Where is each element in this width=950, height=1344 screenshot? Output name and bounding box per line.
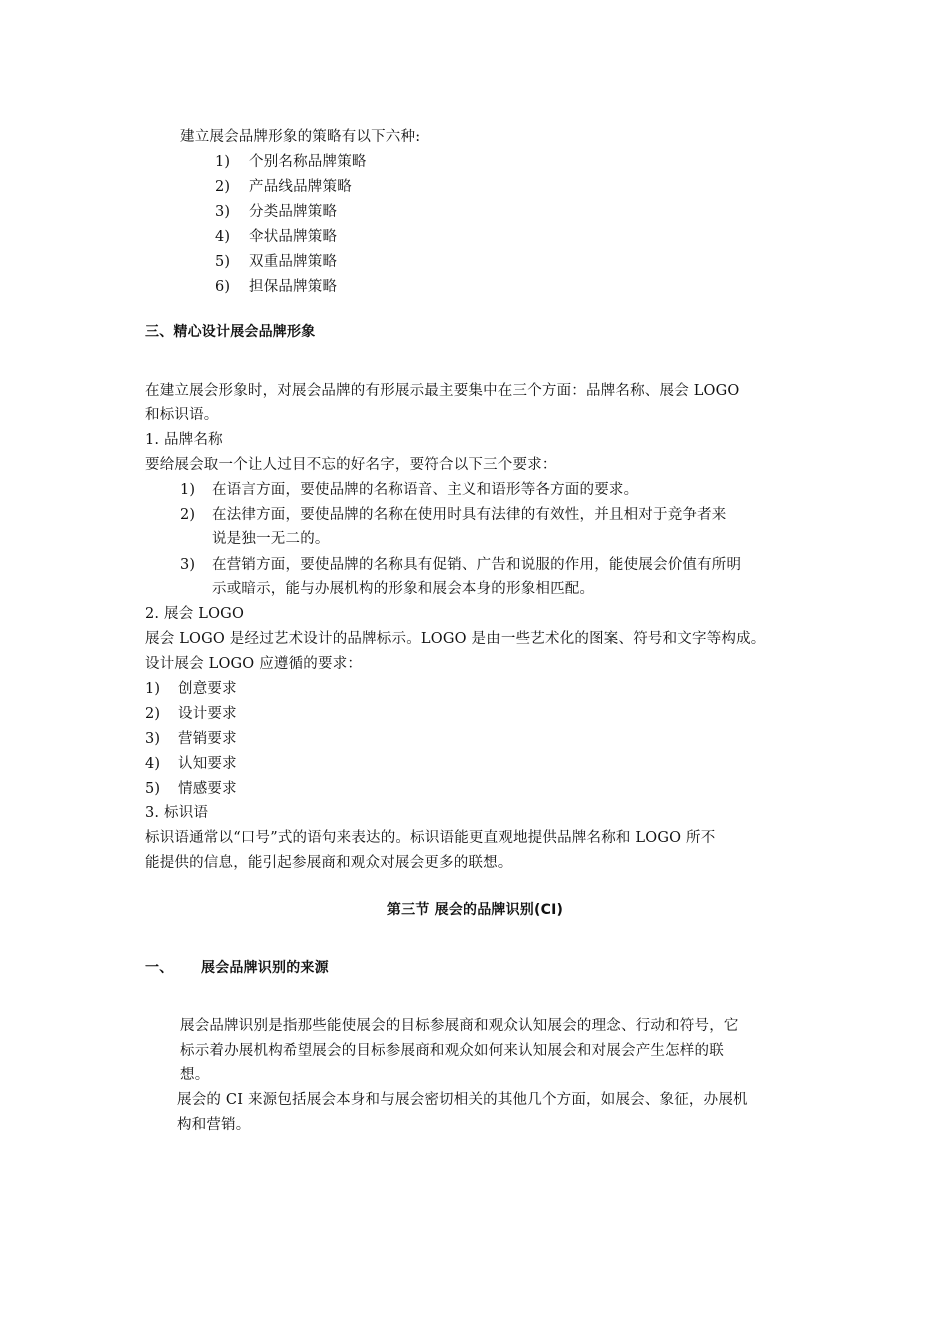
list-text: 情感要求 bbox=[178, 781, 237, 797]
list-item bbox=[215, 177, 352, 197]
list-text: 认知要求 bbox=[178, 756, 237, 772]
list-text: 设计要求 bbox=[178, 706, 237, 722]
list-item bbox=[215, 202, 337, 222]
paragraph-line: 构和营销。 bbox=[177, 1117, 251, 1133]
subsection-title: 1. 品牌名称 bbox=[145, 432, 223, 448]
list-text: 营销要求 bbox=[178, 731, 237, 747]
list-item bbox=[215, 252, 337, 272]
list-text: 创意要求 bbox=[178, 681, 237, 697]
list-number: 1) bbox=[180, 482, 196, 498]
list-number: 5) bbox=[145, 781, 161, 797]
paragraph-line: 和标识语。 bbox=[145, 407, 219, 423]
list-number: 5) bbox=[215, 254, 231, 270]
list-text: 个别名称品牌策略 bbox=[249, 154, 367, 170]
paragraph-line: 想。 bbox=[180, 1067, 210, 1083]
list-item bbox=[145, 779, 237, 799]
list-number: 2) bbox=[145, 706, 161, 722]
chapter-title: 第三节 展会的品牌识别(CI) bbox=[386, 902, 564, 918]
paragraph-line: 标示着办展机构希望展会的目标参展商和观众如何来认知展会和对展会产生怎样的联 bbox=[180, 1043, 724, 1059]
list-number: 4) bbox=[215, 229, 231, 245]
list-number: 4) bbox=[145, 756, 161, 772]
list-number: 1) bbox=[215, 154, 231, 170]
paragraph-line: 设计展会 LOGO 应遵循的要求： bbox=[145, 656, 363, 672]
list-item bbox=[145, 729, 237, 749]
section-number: 一、 bbox=[145, 960, 174, 976]
list-item bbox=[145, 679, 237, 699]
list-item bbox=[180, 555, 741, 575]
paragraph-line: 标识语通常以“口号”式的语句来表达的。标识语能更直观地提供品牌名称和 LOGO 所不 bbox=[145, 830, 716, 846]
list-item bbox=[180, 480, 638, 500]
list-text: 产品线品牌策略 bbox=[249, 179, 352, 195]
list-text-continued: 说是独一无二的。 bbox=[212, 531, 330, 547]
list-item bbox=[145, 704, 237, 724]
list-number: 3) bbox=[180, 557, 196, 573]
section-heading: 展会品牌识别的来源 bbox=[201, 960, 329, 976]
paragraph-line: 展会品牌识别是指那些能使展会的目标参展商和观众认知展会的理念、行动和符号，它 bbox=[180, 1018, 739, 1034]
paragraph-line: 能提供的信息，能引起参展商和观众对展会更多的联想。 bbox=[145, 855, 513, 871]
section-heading: 三、精心设计展会品牌形象 bbox=[145, 324, 316, 340]
list-text: 双重品牌策略 bbox=[249, 254, 338, 270]
list-number: 2) bbox=[215, 179, 231, 195]
intro-text: 建立展会品牌形象的策略有以下六种: bbox=[180, 129, 421, 145]
list-number: 6) bbox=[215, 279, 231, 295]
subsection-title: 3. 标识语 bbox=[145, 805, 209, 821]
list-text: 担保品牌策略 bbox=[249, 279, 338, 295]
list-number: 2) bbox=[180, 507, 196, 523]
list-item bbox=[180, 505, 727, 525]
list-number: 3) bbox=[145, 731, 161, 747]
list-text: 在营销方面，要使品牌的名称具有促销、广告和说服的作用，能使展会价值有所明 bbox=[212, 557, 742, 573]
list-text-continued: 示或暗示，能与办展机构的形象和展会本身的形象相匹配。 bbox=[212, 581, 595, 597]
list-item bbox=[215, 277, 337, 297]
list-text: 在法律方面，要使品牌的名称在使用时具有法律的有效性，并且相对于竞争者来 bbox=[212, 507, 727, 523]
list-text: 分类品牌策略 bbox=[249, 204, 338, 220]
list-text: 伞状品牌策略 bbox=[249, 229, 338, 245]
list-number: 1) bbox=[145, 681, 161, 697]
paragraph-line: 要给展会取一个让人过目不忘的好名字，要符合以下三个要求： bbox=[145, 457, 557, 473]
list-item bbox=[215, 227, 337, 247]
list-text: 在语言方面，要使品牌的名称语音、主义和语形等各方面的要求。 bbox=[212, 482, 639, 498]
paragraph-line: 展会 LOGO 是经过艺术设计的品牌标示。LOGO 是由一些艺术化的图案、符号和文字等构成。 bbox=[145, 631, 766, 647]
paragraph-line: 在建立展会形象时，对展会品牌的有形展示最主要集中在三个方面：品牌名称、展会 LOGO bbox=[145, 383, 740, 399]
paragraph-line: 展会的 CI 来源包括展会本身和与展会密切相关的其他几个方面，如展会、象征，办展机 bbox=[177, 1092, 748, 1108]
list-item bbox=[215, 152, 367, 172]
list-item bbox=[145, 754, 237, 774]
subsection-title: 2. 展会 LOGO bbox=[145, 606, 245, 622]
list-number: 3) bbox=[215, 204, 231, 220]
